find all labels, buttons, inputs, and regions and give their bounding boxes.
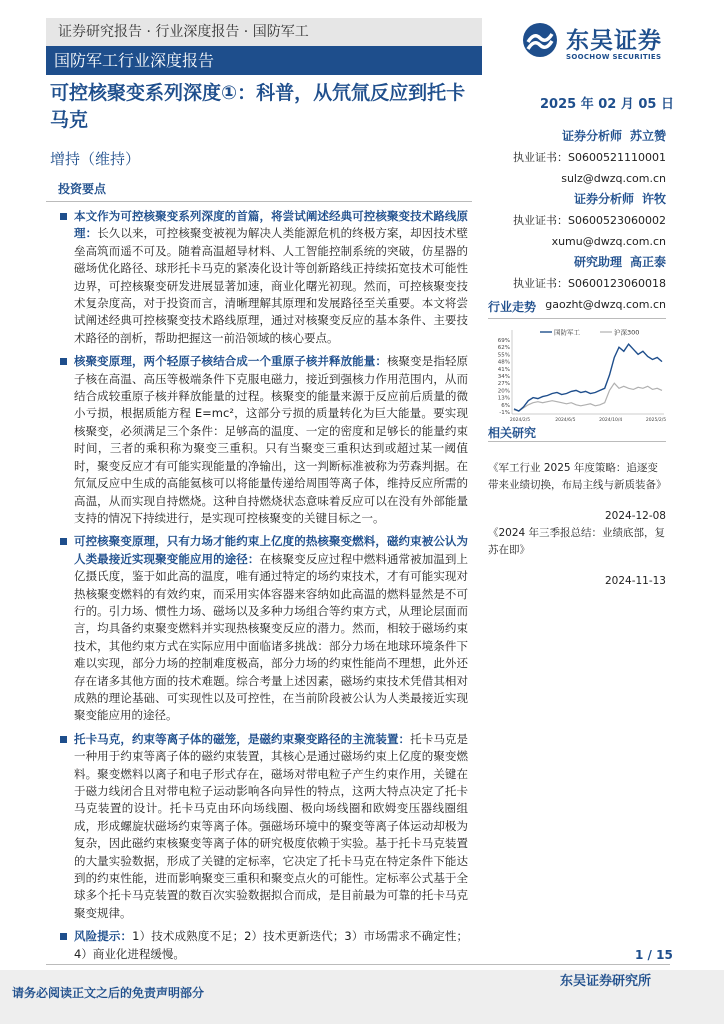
analyst-email[interactable]: gaozht@dwzq.com.cn bbox=[545, 298, 666, 311]
y-tick-label: 62% bbox=[497, 345, 510, 352]
paragraph-lead: 托卡马克，约束等离子体的磁笼，是磁约束聚变路径的主流装置： bbox=[74, 731, 411, 746]
paragraph-text: 核聚变是指轻原子核在高温、高压等极端条件下克服电磁力，接近到强核力作用范围内，从而结合成较重原子核并释放能量的过程。核聚变的能量来源于反应前后质量的微小亏损，根据质能方程 E=mc²，这部分亏损的质量转化为巨大能量。要实现核聚变，必须满足三个条件：足够高的温度、一定的密度和足够长的能量约束时间，三者的乘积称为聚变三重积。只有当聚变三重积达到或超过某一阈值时，聚变反应才有可能实现能量的净输出，这一判断标准被称为劳森判据。在氘氚反应中生成的高能氦核可以将能量传递给周围等离子体，维持反应所需的高温，从而实现自持燃烧。这种自持燃烧状态意味着反应可以在没有外部能量支持的情况下持续进行，是实现可控核聚变的关键目标之一。 bbox=[74, 354, 468, 525]
report-title: 可控核聚变系列深度①：科普，从氘氚反应到托卡马克 bbox=[50, 82, 466, 131]
y-tick-label: 48% bbox=[497, 359, 510, 366]
institution-name: 东吴证券研究所 bbox=[560, 974, 652, 989]
divider bbox=[488, 441, 666, 442]
summary-paragraph bbox=[46, 533, 472, 724]
analyst-list bbox=[500, 126, 666, 315]
analyst-name: 研究助理 高正泰 bbox=[573, 255, 666, 269]
bullet-square-icon bbox=[60, 538, 67, 545]
logo-text-en: SOOCHOW SECURITIES bbox=[566, 53, 662, 61]
related-item-date: 2024-11-13 bbox=[604, 575, 666, 587]
bullet-square-icon bbox=[60, 213, 67, 220]
bullet-square-icon bbox=[60, 933, 67, 940]
breadcrumb: 证券研究报告 · 行业深度报告 · 国防军工 bbox=[46, 18, 482, 46]
y-tick-label: 13% bbox=[497, 395, 510, 402]
summary-paragraph bbox=[46, 353, 472, 527]
trend-heading: 行业走势 bbox=[488, 300, 537, 314]
summary-paragraph bbox=[46, 208, 472, 347]
paragraph-lead: 可控核聚变原理，只有力场才能约束上亿度的热核聚变燃料，磁约束被公认为人类最接近实现聚变能应用的途径： bbox=[74, 534, 468, 566]
index-series-line bbox=[514, 383, 662, 411]
y-tick-label: 34% bbox=[497, 374, 510, 380]
x-tick-label: 2024/6/5 bbox=[555, 418, 576, 423]
summary-paragraph bbox=[46, 928, 472, 963]
paragraph-lead: 核聚变原理，两个轻原子核结合成一个重原子核并释放能量： bbox=[74, 354, 387, 369]
analyst-email[interactable]: xumu@dwzq.com.cn bbox=[551, 235, 666, 248]
legend-industry-label: 国防军工 bbox=[554, 328, 580, 337]
analyst-cert: 执业证书：S0600521110001 bbox=[513, 151, 666, 164]
y-tick-label: 41% bbox=[497, 366, 510, 373]
x-tick-label: 2025/2/5 bbox=[645, 418, 666, 423]
company-logo bbox=[522, 22, 692, 66]
analyst-cert: 执业证书：S0600123060018 bbox=[513, 277, 666, 290]
summary-paragraph bbox=[46, 731, 472, 922]
industry-series-line bbox=[514, 344, 662, 411]
paragraph-lead: 风险提示： bbox=[74, 929, 133, 944]
soochow-logo-icon bbox=[522, 22, 558, 58]
paragraph-text: 在核聚变反应过程中燃料通常被加温到上亿摄氏度，鉴于如此高的温度，唯有通过特定的场约束技术，才有可能实现对热核聚变燃料的有效约束，而采用实体容器来容纳如此高温的燃料显然是不可行的。引力场、惯性力场、磁场以及多种力场组合等约束方式，从理论层面而言，均具备约束聚变燃料并实现热核聚变反应的潜力。然而，相较于磁场约束技术，其他约束方式在实际应用中面临诸多挑战：部分力场在地球环境条件下难以实现，部分力场的控制难度极高，部分力场的约束性能尚不理想，此外还存在诸多其他方面的技术难题。综合考量上述因素，磁场约束技术凭借其相对成熟的理论基础、可实现性以及可控性，在当前阶段被公认为人类最接近实现聚变能应用的途径。 bbox=[74, 551, 468, 723]
related-item-title[interactable]: 《军工行业 2025 年度策略：追逐变带来业绩切换，布局主线与新质装备》 bbox=[488, 462, 667, 491]
disclaimer-note: 请务必阅读正文之后的免责声明部分 bbox=[12, 986, 205, 1000]
paragraph-text: 托卡马克是一种用于约束等离子体的磁约束装置，其核心是通过磁场约束上亿度的聚变燃料。聚变燃料以离子和电子形式存在，磁场对带电粒子产生约束作用，关键在于磁力线闭合且对带电粒子运动影响各向异性的特点，这两大特点决定了托卡马克装置的设计。托卡马克由环向场线圈、极向场线圈和欧姆变压器线圈组成，形成螺旋状磁场约束等离子体。强磁场环境中的聚变等离子体运动却极为复杂，因此磁约束核聚变等离子体的研究极度依赖于实验。基于托卡马克装置的大量实验数据，形成了关键的定标率，它决定了托卡马克在特定条件下能达到的约束性能，进而影响聚变三重积和聚变点火的可能性。定标率公式基于全球多个托卡马克装置的数百次实验数据拟合而成，是目前最为可靠的托卡马克聚变规律。 bbox=[74, 731, 469, 920]
page-number: 1 / 15 bbox=[635, 948, 673, 962]
related-research bbox=[488, 444, 666, 590]
divider bbox=[46, 964, 670, 965]
paragraph-lead: 本文作为可控核聚变系列深度的首篇，将尝试阐述经典可控核聚变技术路线原理： bbox=[74, 209, 468, 241]
related-item-title[interactable]: 《2024 年三季报总结：业绩底部，复苏在即》 bbox=[488, 527, 666, 556]
x-tick-label: 2024/10/4 bbox=[599, 418, 623, 423]
y-tick-label: 55% bbox=[497, 352, 510, 359]
paragraph-text: 长久以来，可控核聚变被视为解决人类能源危机的终极方案，却因技术壁垒高筑而遥不可及。随着高温超导材料、人工智能控制系统的突破，仿星器的磁场优化路径、球形托卡马克的紧凑化设计等创新路线正持续拓宽技术可能性边界，可控核聚变研发进展显著加速，商业化曙光初现。然而，可控核聚变技术复杂度高，对于投资而言，清晰理解其原理和发展路径至关重要。本文将尝试阐述经典可控核聚变技术路线原理，通过对核聚变反应的基本条件、主要技术路径的剖析，帮助把握这一前沿领域的核心要点。 bbox=[74, 226, 469, 345]
analyst-name: 证券分析师 许牧 bbox=[573, 192, 666, 206]
analyst-cert: 执业证书：S0600523060002 bbox=[513, 214, 666, 227]
related-item-date: 2024-12-08 bbox=[604, 510, 666, 522]
y-tick-label: -1% bbox=[499, 410, 510, 416]
summary-heading: 投资要点 bbox=[58, 182, 107, 196]
y-tick-label: 27% bbox=[497, 381, 510, 388]
analyst-email[interactable]: sulz@dwzq.com.cn bbox=[561, 172, 666, 185]
related-heading: 相关研究 bbox=[488, 426, 537, 440]
divider bbox=[46, 201, 472, 202]
logo-text-cn: 东吴证券 bbox=[566, 28, 662, 54]
y-tick-label: 69% bbox=[497, 338, 510, 344]
rating: 增持（维持） bbox=[50, 150, 141, 168]
y-tick-label: 20% bbox=[497, 388, 510, 395]
section-banner: 国防军工行业深度报告 bbox=[46, 46, 482, 75]
paragraph-text: 1）技术成熟度不足；2）技术更新迭代；3）市场需求不确定性；4）商业化进程缓慢。 bbox=[74, 929, 469, 961]
trend-chart bbox=[488, 326, 666, 426]
bullet-square-icon bbox=[60, 358, 67, 365]
x-tick-label: 2024/2/5 bbox=[509, 418, 531, 423]
analyst-name: 证券分析师 苏立赞 bbox=[561, 129, 666, 143]
legend-index-label: 沪深300 bbox=[614, 328, 640, 337]
divider bbox=[488, 318, 666, 319]
report-date: 2025 年 02 月 05 日 bbox=[540, 97, 674, 112]
investment-summary bbox=[46, 180, 472, 963]
y-tick-label: 6% bbox=[501, 402, 510, 409]
bullet-square-icon bbox=[60, 736, 67, 743]
